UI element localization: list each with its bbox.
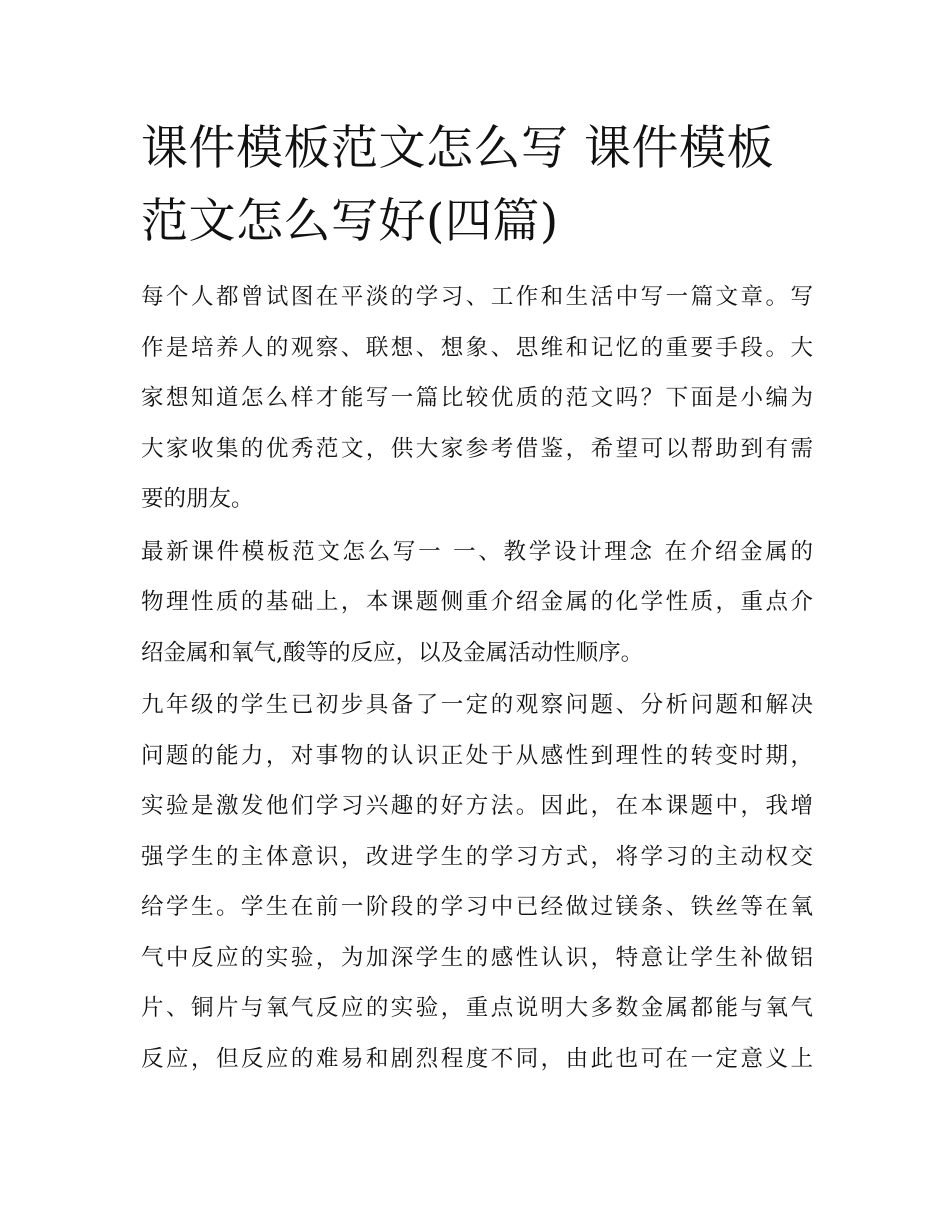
- document-title: [141, 112, 813, 258]
- paragraph-line: 实验是激发他们学习兴趣的好方法。因此，在本课题中，我增: [141, 793, 813, 819]
- paragraph-line: 气中反应的实验，为加深学生的感性认识，特意让学生补做铝: [141, 944, 813, 971]
- paragraph-line: 作是培养人的观察、联想、想象、思维和记忆的重要手段。大: [141, 334, 813, 361]
- paragraph-line: 九年级的学生已初步具备了一定的观察问题、分析问题和解决: [141, 692, 813, 718]
- intro-paragraph: [141, 272, 813, 525]
- paragraph-line: 反应，但反应的难易和剧烈程度不同，由此也可在一定意义上: [141, 1045, 813, 1072]
- paragraph-line: 问题的能力，对事物的认识正处于从感性到理性的转变时期，: [141, 742, 813, 769]
- title-line-1: 课件模板范文怎么写 课件模板: [141, 121, 774, 176]
- paragraph-line: 绍金属和氧气,酸等的反应，以及金属活动性顺序。: [141, 639, 644, 666]
- paragraph-line: 物理性质的基础上，本课题侧重介绍金属的化学性质，重点介: [141, 589, 813, 615]
- paragraph-line: 片、铜片与氧气反应的实验，重点说明大多数金属都能与氧气: [141, 995, 813, 1021]
- document-body: [141, 112, 813, 1084]
- paragraph-line: 强学生的主体意识，改进学生的学习方式，将学习的主动权交: [141, 843, 813, 870]
- student-analysis-paragraph: [141, 680, 813, 1084]
- design-concept-paragraph: [141, 527, 813, 679]
- paragraph-line: 要的朋友。: [141, 486, 254, 512]
- paragraph-line: 每个人都曾试图在平淡的学习、工作和生活中写一篇文章。写: [141, 284, 813, 310]
- paragraph-line: 最新课件模板范文怎么写一 一、教学设计理念 在介绍金属的: [141, 538, 813, 565]
- paragraph-line: 大家收集的优秀范文，供大家参考借鉴，希望可以帮助到有需: [141, 435, 813, 462]
- title-line-2: 范文怎么写好(四篇): [141, 194, 559, 249]
- paragraph-line: 给学生。学生在前一阶段的学习中已经做过镁条、铁丝等在氧: [141, 894, 813, 920]
- paragraph-line: 家想知道怎么样才能写一篇比较优质的范文吗？下面是小编为: [141, 385, 813, 411]
